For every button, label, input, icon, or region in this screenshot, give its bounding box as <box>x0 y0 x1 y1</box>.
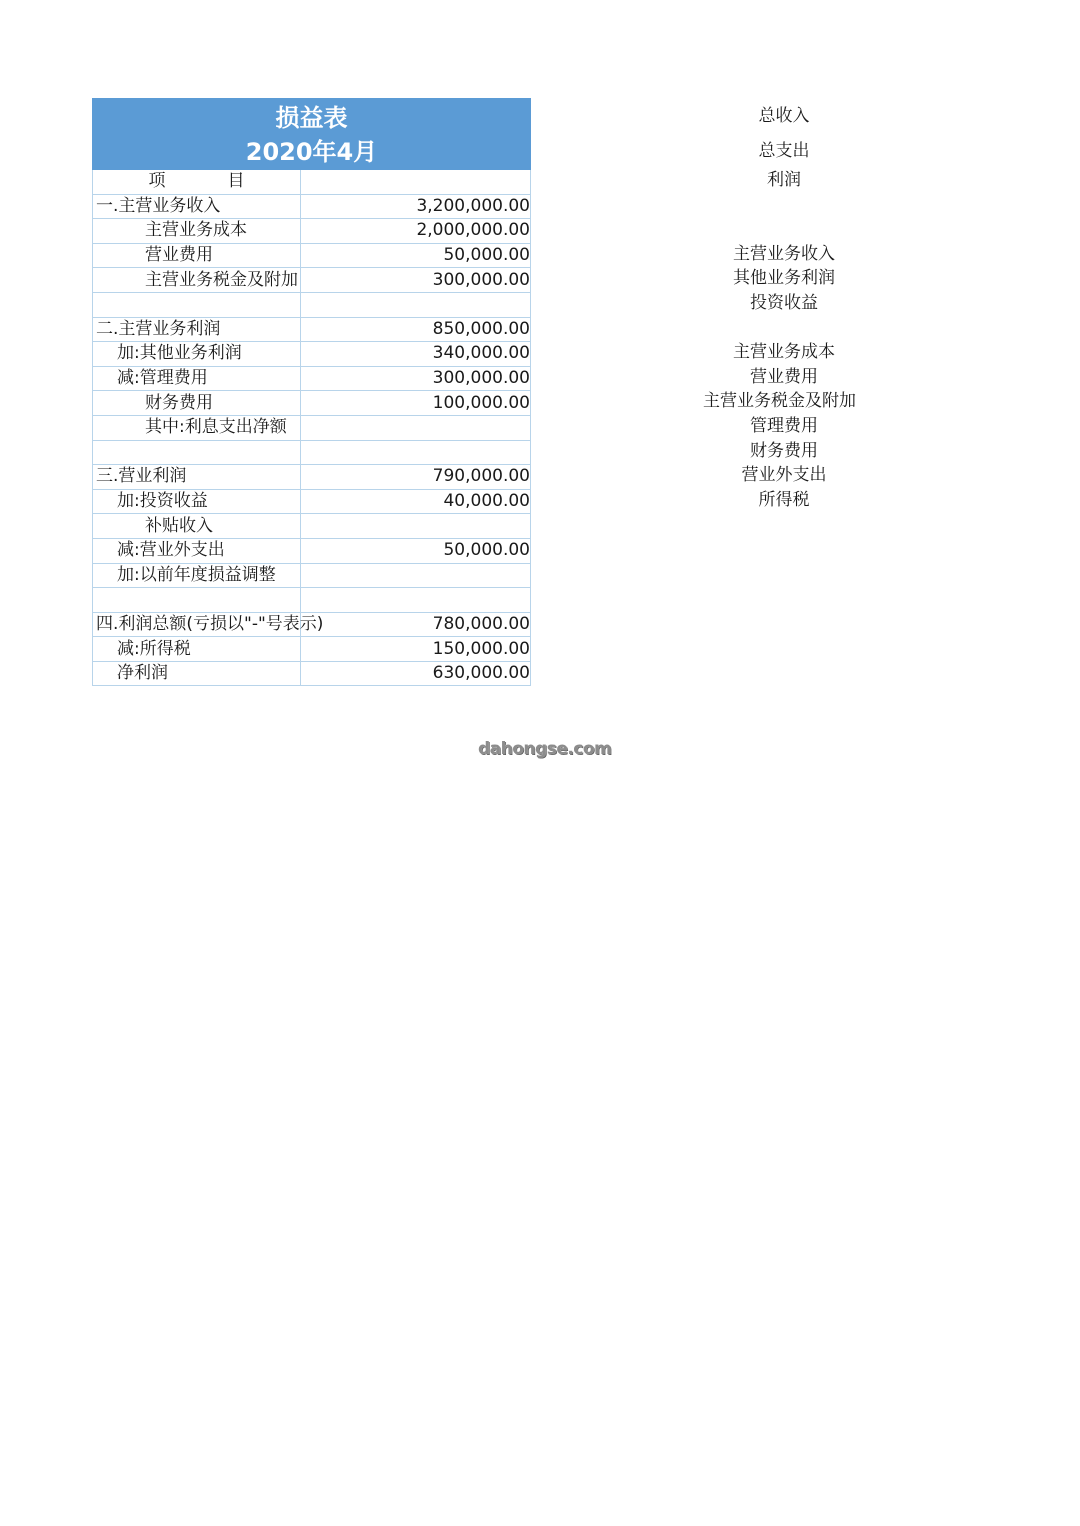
row-label-cell[interactable] <box>93 292 301 317</box>
table-row <box>93 538 531 563</box>
header-amount-cell[interactable] <box>301 170 531 195</box>
row-label-cell[interactable]: 减:营业外支出 <box>93 538 301 563</box>
income-statement-table <box>92 98 531 686</box>
header-item-cell[interactable] <box>93 170 301 195</box>
row-label-cell[interactable]: 其中:利息支出净额 <box>93 415 301 440</box>
row-label-cell[interactable]: 一.主营业务收入 <box>93 194 301 219</box>
row-value-cell[interactable]: 340,000.00 <box>301 342 531 367</box>
table-row <box>93 268 531 293</box>
watermark-text: dahongse.com <box>478 739 612 759</box>
table-row <box>93 563 531 588</box>
row-value-cell[interactable]: 300,000.00 <box>301 268 531 293</box>
table-row <box>93 391 531 416</box>
row-value-cell[interactable]: 300,000.00 <box>301 366 531 391</box>
row-label-cell[interactable]: 主营业务税金及附加 <box>93 268 301 293</box>
row-value-cell[interactable] <box>301 588 531 613</box>
table-row <box>93 465 531 490</box>
table-row <box>93 317 531 342</box>
table-row <box>93 366 531 391</box>
row-label-cell[interactable]: 净利润 <box>93 661 301 686</box>
table-row <box>93 489 531 514</box>
side-label-main-tax[interactable]: 主营业务税金及附加 <box>703 391 856 411</box>
row-label-cell[interactable]: 财务费用 <box>93 391 301 416</box>
table-row <box>93 440 531 465</box>
row-value-cell[interactable]: 630,000.00 <box>301 661 531 686</box>
side-label-total-income[interactable]: 总收入 <box>758 106 810 126</box>
table-row <box>93 514 531 539</box>
header-item-part2: 目 <box>227 171 245 192</box>
row-value-cell[interactable] <box>301 292 531 317</box>
row-value-cell[interactable]: 850,000.00 <box>301 317 531 342</box>
side-label-profit[interactable]: 利润 <box>767 170 801 190</box>
row-value-cell[interactable]: 2,000,000.00 <box>301 219 531 244</box>
side-label-operating-expense[interactable]: 营业费用 <box>750 367 818 387</box>
title-row <box>93 99 531 170</box>
header-item-part1: 项 <box>148 171 166 192</box>
table-row <box>93 292 531 317</box>
row-label-cell[interactable]: 三.营业利润 <box>93 465 301 490</box>
row-label-cell[interactable]: 减:所得税 <box>93 637 301 662</box>
title-cell[interactable] <box>93 99 531 170</box>
side-label-investment-income[interactable]: 投资收益 <box>750 293 818 313</box>
row-value-cell[interactable]: 150,000.00 <box>301 637 531 662</box>
row-value-cell[interactable]: 40,000.00 <box>301 489 531 514</box>
row-label-cell[interactable]: 减:管理费用 <box>93 366 301 391</box>
row-label-cell[interactable]: 主营业务成本 <box>93 219 301 244</box>
table-row <box>93 342 531 367</box>
side-label-admin-expense[interactable]: 管理费用 <box>750 416 818 436</box>
row-value-cell[interactable]: 50,000.00 <box>301 538 531 563</box>
side-label-main-cost[interactable]: 主营业务成本 <box>733 342 835 362</box>
table-row <box>93 637 531 662</box>
table-row <box>93 243 531 268</box>
side-label-finance-expense[interactable]: 财务费用 <box>750 441 818 461</box>
row-label-cell[interactable] <box>93 588 301 613</box>
row-label-cell[interactable]: 二.主营业务利润 <box>93 317 301 342</box>
row-label-cell[interactable] <box>93 440 301 465</box>
row-value-cell[interactable] <box>301 514 531 539</box>
row-value-cell[interactable] <box>301 415 531 440</box>
row-label-cell[interactable]: 加:其他业务利润 <box>93 342 301 367</box>
header-row <box>93 170 531 195</box>
table-row <box>93 588 531 613</box>
row-label-cell[interactable]: 补贴收入 <box>93 514 301 539</box>
row-label-cell[interactable]: 加:以前年度损益调整 <box>93 563 301 588</box>
report-period: 2020年4月 <box>245 138 378 166</box>
row-value-cell[interactable]: 780,000.00 <box>301 612 531 637</box>
row-label-cell[interactable]: 营业费用 <box>93 243 301 268</box>
row-value-cell[interactable]: 3,200,000.00 <box>301 194 531 219</box>
side-label-main-revenue[interactable]: 主营业务收入 <box>733 244 835 264</box>
table-row <box>93 612 531 637</box>
row-value-cell[interactable]: 790,000.00 <box>301 465 531 490</box>
side-label-other-profit[interactable]: 其他业务利润 <box>733 268 835 288</box>
row-label-cell[interactable]: 加:投资收益 <box>93 489 301 514</box>
side-label-income-tax[interactable]: 所得税 <box>758 490 810 510</box>
side-label-nonoperating-expense[interactable]: 营业外支出 <box>741 465 827 485</box>
table-row <box>93 194 531 219</box>
row-label-cell[interactable]: 四.利润总额(亏损以"-"号表示) <box>93 612 301 637</box>
row-value-cell[interactable]: 50,000.00 <box>301 243 531 268</box>
table-row <box>93 661 531 686</box>
table-row <box>93 219 531 244</box>
table-row <box>93 415 531 440</box>
side-label-total-expense[interactable]: 总支出 <box>758 141 810 161</box>
row-value-cell[interactable]: 100,000.00 <box>301 391 531 416</box>
row-value-cell[interactable] <box>301 440 531 465</box>
row-value-cell[interactable] <box>301 563 531 588</box>
report-title: 损益表 <box>275 104 348 132</box>
